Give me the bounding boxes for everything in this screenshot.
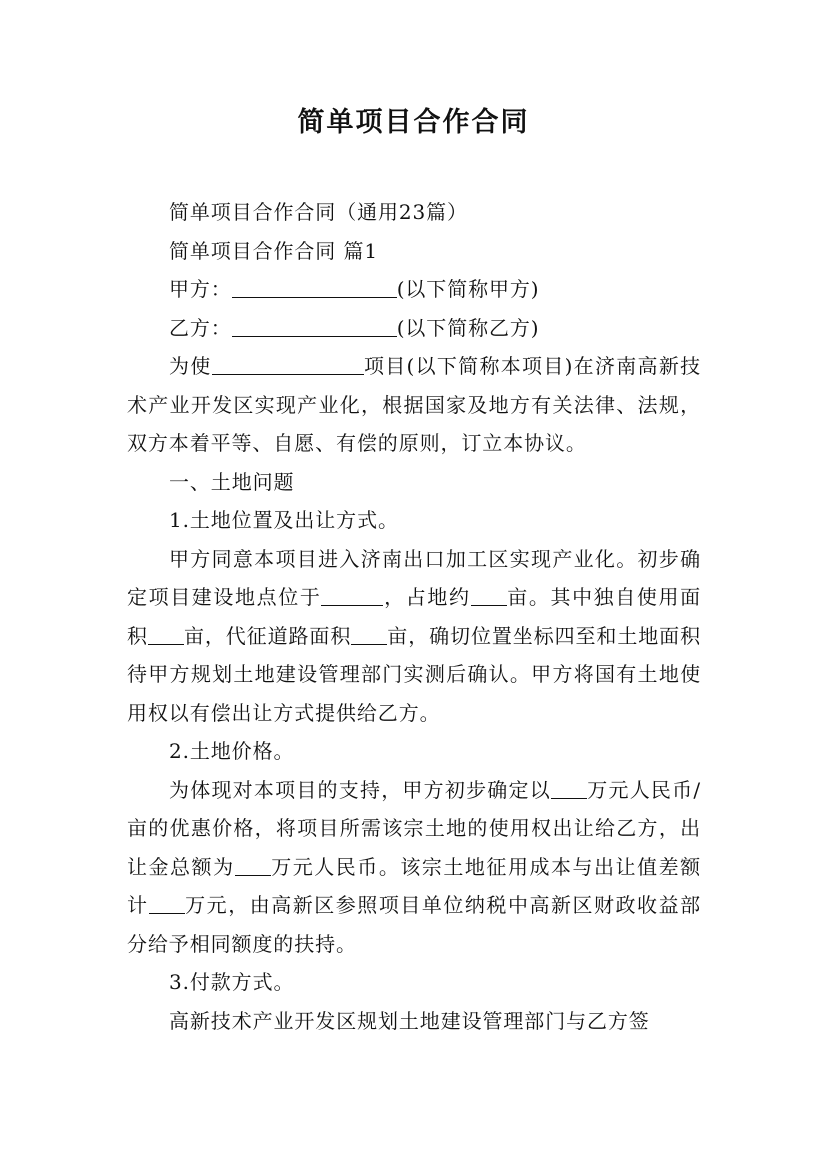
document-body: [127, 193, 701, 1040]
section-heading: 简单项目合作合同 篇1: [169, 238, 378, 263]
area-blank: [471, 581, 507, 606]
project-name-blank: [212, 350, 364, 375]
unit-price-blank: [551, 774, 587, 799]
item-1-text: 亩，确切位置坐标四至和土地面积待甲方规划土地建设管理部门实测后确认。甲方将国有土地使用权以有偿出让方式提供给乙方。: [127, 623, 701, 725]
intro-suffix: 项目(以下简称本项目)在济南高新技术产业开发区实现产业化，根据国家及地方有关法律、法规，双方本着平等、自愿、有偿的原则，订立本协议。: [127, 354, 701, 455]
subtitle: 简单项目合作合同（通用23篇）: [169, 200, 468, 224]
party-b-line: [127, 309, 701, 348]
item-2-text: 万元，由高新区参照项目单位纳税中高新区财政收益部分给予相同额度的扶持。: [127, 893, 701, 956]
party-b-blank: [232, 312, 397, 337]
intro-prefix: 为使: [169, 354, 212, 378]
item-3-paragraph: 高新技术产业开发区规划土地建设管理部门与乙方签: [169, 1008, 650, 1033]
item-2-text: 为体现对本项目的支持，甲方初步确定以: [169, 777, 551, 802]
document-title: 简单项目合作合同: [297, 107, 530, 138]
location-blank: [321, 581, 383, 606]
item-1-paragraph: [127, 540, 701, 733]
party-b-suffix: (以下简称乙方): [396, 315, 540, 340]
item-1-text: 亩。其中独自使用面积: [127, 585, 701, 648]
item-3-heading: 3.付款方式。: [169, 970, 295, 994]
item-2-text: 万元人民币/亩的优惠价格，将项目所需该宗土地的使用权出让给乙方，出让金总额为: [127, 777, 702, 879]
intro-paragraph: [127, 347, 701, 463]
party-a-line: [127, 270, 701, 309]
difference-blank: [149, 889, 185, 914]
party-a-blank: [232, 273, 397, 298]
party-a-label: 甲方：: [169, 277, 232, 301]
item-1-text: ，占地约: [383, 585, 471, 609]
item-1-text: 亩，代征道路面积: [183, 623, 352, 648]
party-a-suffix: (以下简称甲方): [396, 277, 540, 301]
party-b-label: 乙方：: [169, 315, 232, 340]
item-1-text: 甲方同意本项目进入济南出口加工区实现产业化。初步确定项目建设地点位于: [127, 546, 701, 609]
item-2-text: 万元人民币。该宗土地征用成本与出让值差额计: [127, 854, 702, 917]
total-price-blank: [235, 851, 271, 876]
item-2-heading: 2.土地价格。: [169, 739, 295, 763]
item-2-paragraph: [127, 771, 701, 964]
own-area-blank: [148, 620, 184, 645]
chapter-heading: 一、土地问题: [169, 469, 295, 494]
item-1-heading: 1.土地位置及出让方式。: [169, 508, 399, 532]
road-area-blank: [351, 620, 387, 645]
